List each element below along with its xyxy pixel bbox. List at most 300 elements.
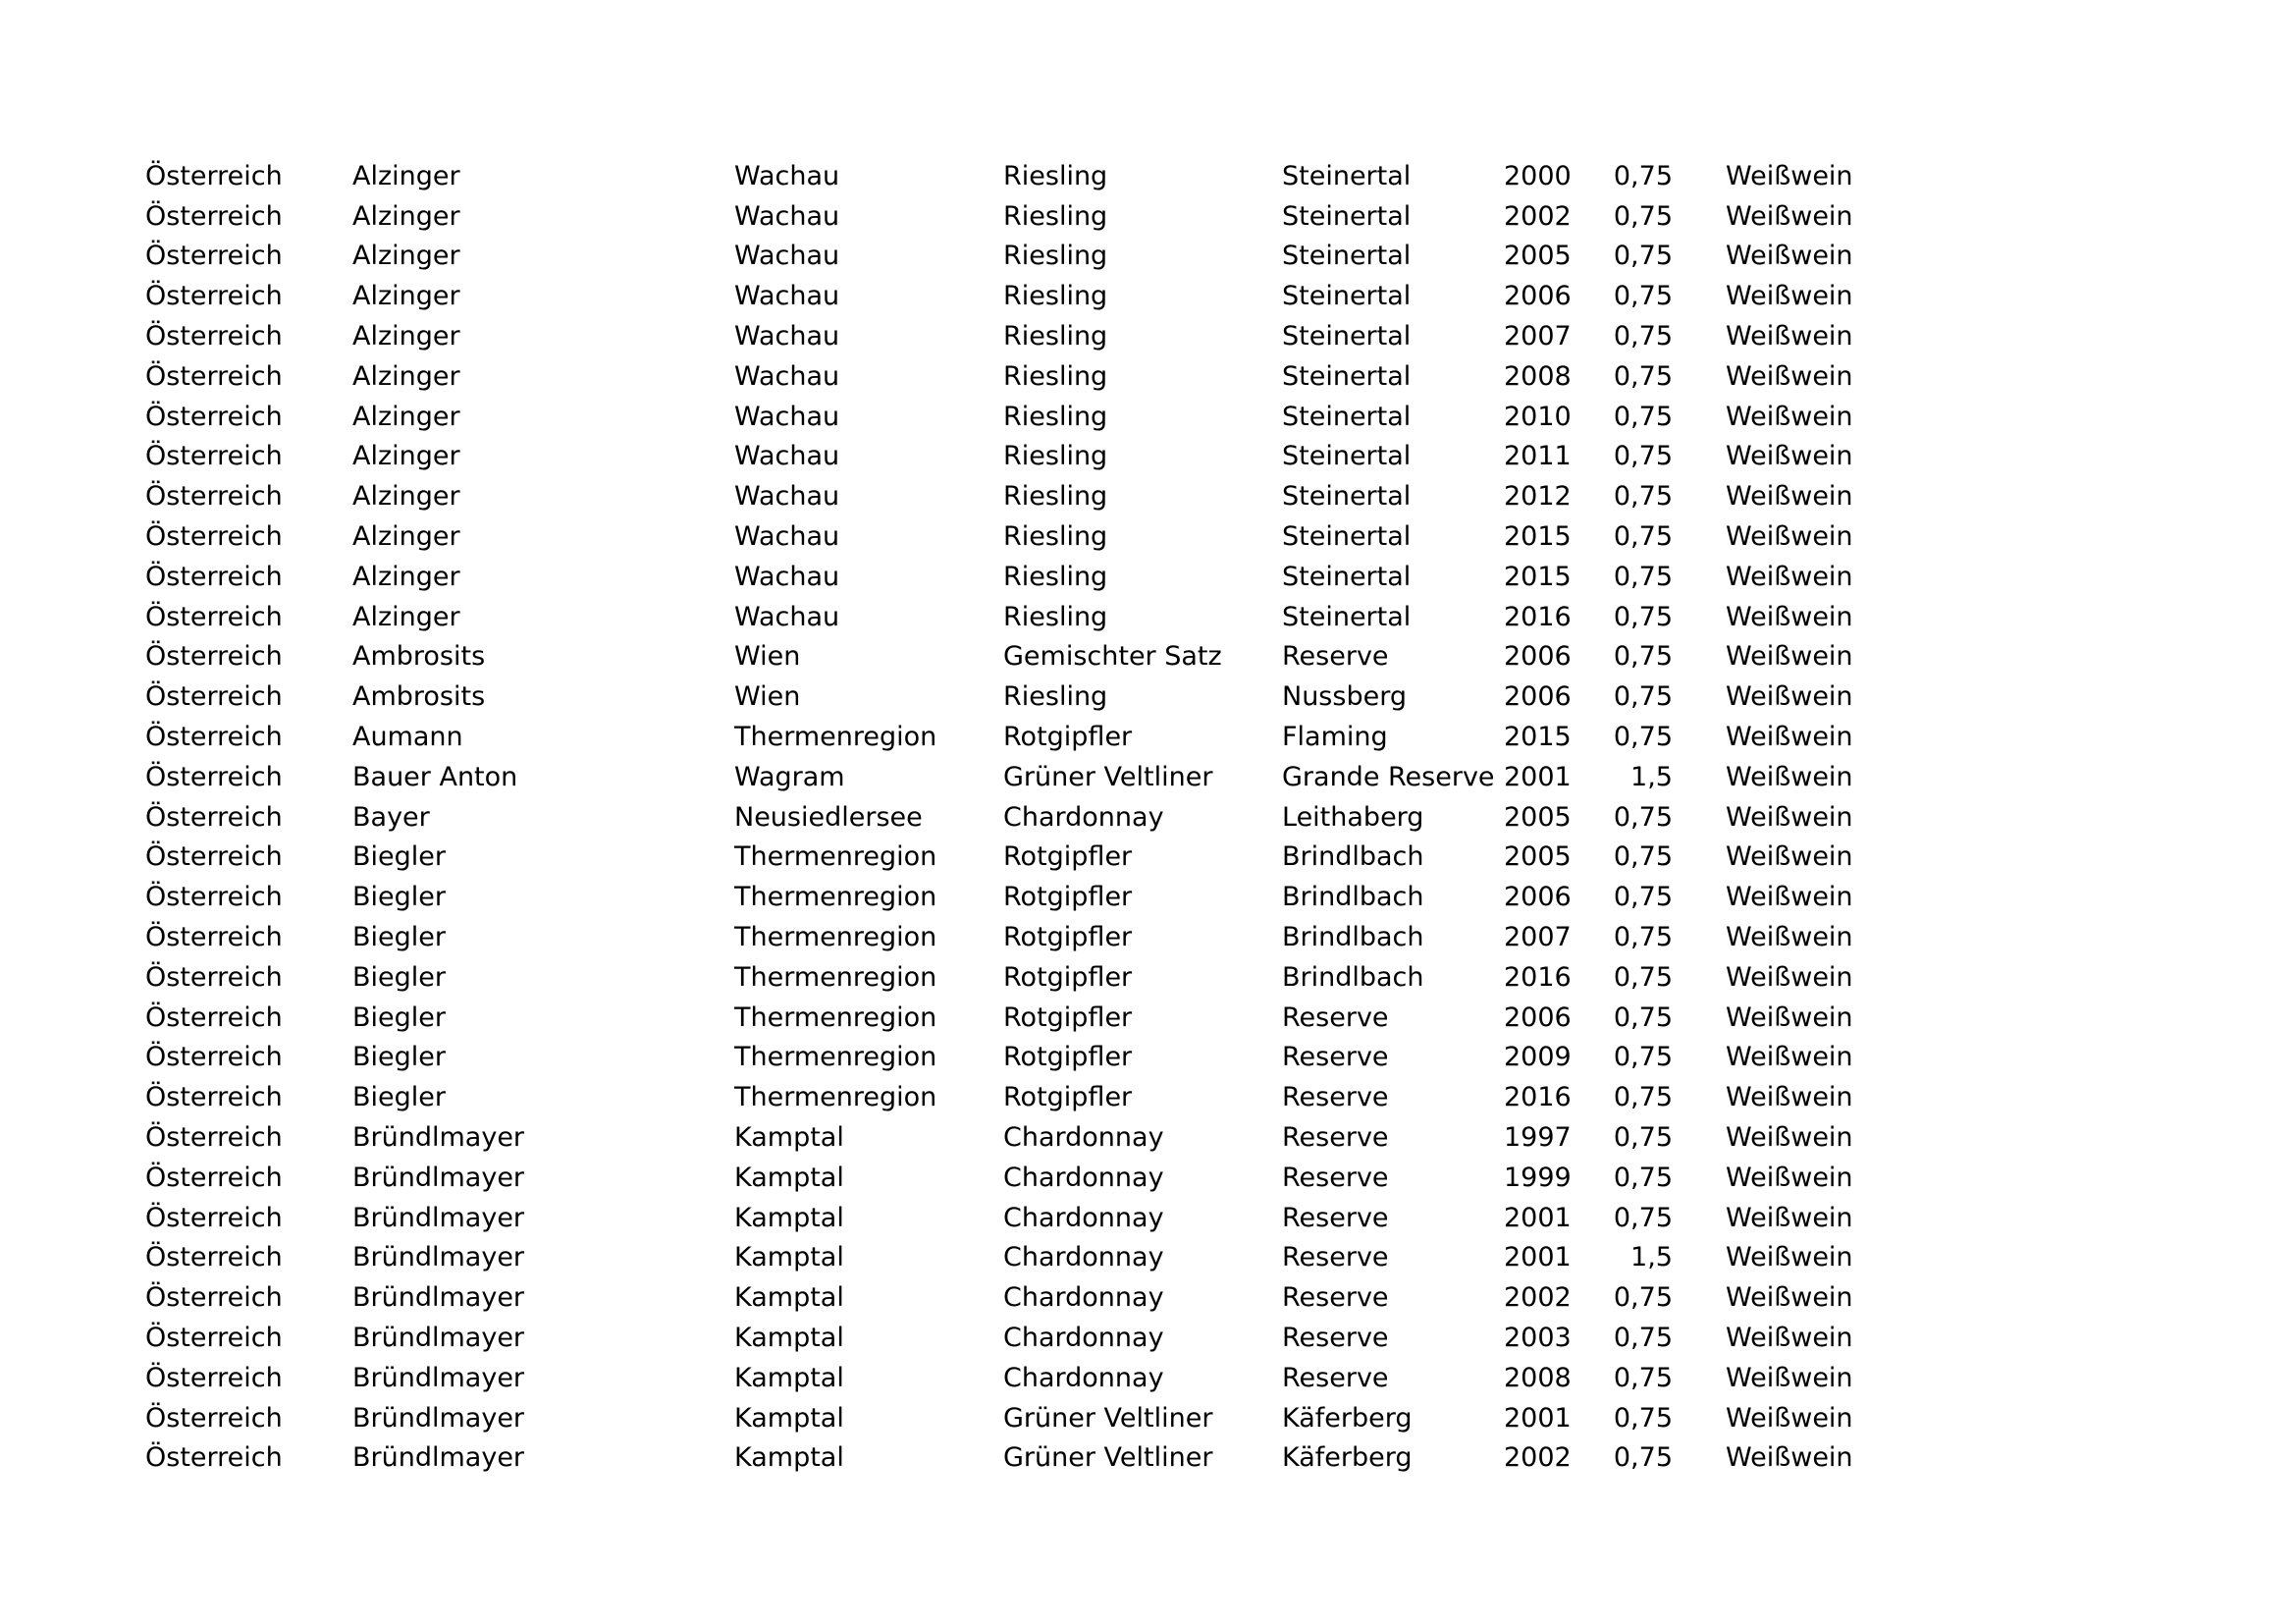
vintage-cell: 2016 [1504,601,1572,632]
site-cell: Brindlbach [1282,922,1424,953]
grape-cell: Riesling [1003,281,1108,312]
site-cell: Käferberg [1282,1442,1413,1474]
spacer-cell [1673,1117,1726,1158]
producer-cell: Biegler [352,1001,446,1033]
grape-cell: Chardonnay [1003,801,1164,833]
region-cell: Wien [734,641,801,673]
producer-cell: Aumann [352,722,463,753]
vintage-cell: 2001 [1504,1242,1572,1273]
wine-type-cell: Weißwein [1726,1082,1853,1113]
wine-type-cell: Weißwein [1726,841,1853,873]
country-cell: Österreich [145,241,283,272]
site-cell: Steinertal [1282,601,1412,632]
table-row [145,957,1883,998]
region-cell: Thermenregion [734,722,937,753]
grape-cell: Rotgipfler [1003,922,1133,953]
region-cell: Kamptal [734,1323,844,1353]
spacer-cell [1673,717,1726,757]
wine-type-cell: Weißwein [1726,1442,1853,1474]
wine-type-cell: Weißwein [1726,922,1853,953]
country-cell: Österreich [145,281,283,312]
wine-type-cell: Weißwein [1726,1042,1853,1073]
table-row [145,1438,1883,1479]
spacer-cell [1673,757,1726,797]
region-cell: Wachau [734,521,840,553]
site-cell: Steinertal [1282,160,1412,191]
wine-list-body [145,156,1883,1478]
spacer-cell [1673,1038,1726,1078]
country-cell: Österreich [145,1042,283,1073]
site-cell: Grande Reserve [1282,761,1495,792]
vintage-cell: 2008 [1504,1362,1572,1393]
grape-cell: Chardonnay [1003,1162,1164,1193]
region-cell: Kamptal [734,1282,844,1314]
vintage-cell: 2011 [1504,441,1572,472]
wine-type-cell: Weißwein [1726,1202,1853,1233]
country-cell: Österreich [145,441,283,472]
region-cell: Thermenregion [734,922,937,953]
vintage-cell: 2005 [1504,841,1572,873]
spacer-cell [1673,557,1726,597]
bottle-size-cell: 0,75 [1613,601,1673,632]
country-cell: Österreich [145,601,283,632]
region-cell: Neusiedlersee [734,801,923,833]
region-cell: Thermenregion [734,1042,937,1073]
bottle-size-cell: 0,75 [1613,281,1673,312]
spacer-cell [1673,1358,1726,1398]
table-row [145,998,1883,1038]
producer-cell: Alzinger [352,561,460,592]
country-cell: Österreich [145,1242,283,1273]
table-row [145,557,1883,597]
country-cell: Österreich [145,200,283,232]
vintage-cell: 2007 [1504,321,1572,352]
grape-cell: Riesling [1003,601,1108,632]
vintage-cell: 2006 [1504,281,1572,312]
wine-type-cell: Weißwein [1726,160,1853,191]
wine-type-cell: Weißwein [1726,360,1853,392]
grape-cell: Grüner Veltliner [1003,761,1213,792]
spacer-cell [1673,1438,1726,1479]
bottle-size-cell: 0,75 [1613,1362,1673,1393]
vintage-cell: 2015 [1504,722,1572,753]
site-cell: Reserve [1282,641,1389,673]
site-cell: Reserve [1282,1282,1389,1314]
spacer-cell [1673,677,1726,717]
country-cell: Österreich [145,360,283,392]
grape-cell: Chardonnay [1003,1323,1164,1353]
producer-cell: Alzinger [352,321,460,352]
region-cell: Thermenregion [734,841,937,873]
spacer-cell [1673,276,1726,316]
table-row [145,1277,1883,1318]
vintage-cell: 2015 [1504,561,1572,592]
bottle-size-cell: 0,75 [1613,1001,1673,1033]
wine-type-cell: Weißwein [1726,961,1853,993]
spacer-cell [1673,237,1726,277]
vintage-cell: 2003 [1504,1323,1572,1353]
country-cell: Österreich [145,481,283,513]
bottle-size-cell: 0,75 [1613,360,1673,392]
country-cell: Österreich [145,1122,283,1154]
wine-type-cell: Weißwein [1726,1323,1853,1353]
region-cell: Wachau [734,481,840,513]
region-cell: Kamptal [734,1202,844,1233]
bottle-size-cell: 0,75 [1613,1082,1673,1113]
grape-cell: Rotgipfler [1003,961,1133,993]
site-cell: Steinertal [1282,481,1412,513]
grape-cell: Rotgipfler [1003,1082,1133,1113]
country-cell: Österreich [145,722,283,753]
bottle-size-cell: 0,75 [1613,1122,1673,1154]
vintage-cell: 2010 [1504,401,1572,432]
grape-cell: Riesling [1003,521,1108,553]
spacer-cell [1673,917,1726,957]
vintage-cell: 2016 [1504,961,1572,993]
vintage-cell: 2009 [1504,1042,1572,1073]
table-row [145,516,1883,557]
region-cell: Wachau [734,200,840,232]
country-cell: Österreich [145,1362,283,1393]
country-cell: Österreich [145,841,283,873]
table-row [145,717,1883,757]
spacer-cell [1673,877,1726,917]
country-cell: Österreich [145,1082,283,1113]
grape-cell: Chardonnay [1003,1282,1164,1314]
grape-cell: Riesling [1003,561,1108,592]
table-row [145,156,1883,196]
bottle-size-cell: 0,75 [1613,841,1673,873]
site-cell: Steinertal [1282,360,1412,392]
wine-type-cell: Weißwein [1726,1402,1853,1434]
bottle-size-cell: 0,75 [1613,961,1673,993]
spacer-cell [1673,1398,1726,1438]
site-cell: Reserve [1282,1202,1389,1233]
bottle-size-cell: 1,5 [1630,1242,1673,1273]
producer-cell: Bründlmayer [352,1323,525,1353]
bottle-size-cell: 0,75 [1613,1442,1673,1474]
producer-cell: Biegler [352,841,446,873]
site-cell: Steinertal [1282,401,1412,432]
grape-cell: Chardonnay [1003,1122,1164,1154]
grape-cell: Riesling [1003,200,1108,232]
bottle-size-cell: 0,75 [1613,641,1673,673]
country-cell: Österreich [145,561,283,592]
producer-cell: Bründlmayer [352,1122,525,1154]
table-row [145,877,1883,917]
wine-type-cell: Weißwein [1726,1362,1853,1393]
region-cell: Wachau [734,321,840,352]
grape-cell: Riesling [1003,321,1108,352]
region-cell: Wien [734,681,801,713]
table-row [145,1358,1883,1398]
region-cell: Wachau [734,281,840,312]
region-cell: Thermenregion [734,882,937,913]
site-cell: Leithaberg [1282,801,1424,833]
table-row [145,797,1883,838]
table-row [145,196,1883,237]
vintage-cell: 2006 [1504,681,1572,713]
vintage-cell: 2001 [1504,761,1572,792]
table-row [145,917,1883,957]
spacer-cell [1673,156,1726,196]
wine-type-cell: Weißwein [1726,882,1853,913]
site-cell: Steinertal [1282,441,1412,472]
site-cell: Reserve [1282,1001,1389,1033]
country-cell: Österreich [145,801,283,833]
spacer-cell [1673,437,1726,477]
site-cell: Steinertal [1282,561,1412,592]
region-cell: Kamptal [734,1362,844,1393]
bottle-size-cell: 0,75 [1613,441,1673,472]
region-cell: Wachau [734,441,840,472]
vintage-cell: 2008 [1504,360,1572,392]
region-cell: Thermenregion [734,1001,937,1033]
country-cell: Österreich [145,401,283,432]
table-row [145,356,1883,397]
bottle-size-cell: 0,75 [1613,401,1673,432]
wine-type-cell: Weißwein [1726,1162,1853,1193]
producer-cell: Ambrosits [352,641,486,673]
wine-type-cell: Weißwein [1726,441,1853,472]
bottle-size-cell: 0,75 [1613,200,1673,232]
bottle-size-cell: 0,75 [1613,561,1673,592]
producer-cell: Alzinger [352,481,460,513]
site-cell: Reserve [1282,1323,1389,1353]
site-cell: Reserve [1282,1242,1389,1273]
producer-cell: Ambrosits [352,681,486,713]
grape-cell: Rotgipfler [1003,1042,1133,1073]
producer-cell: Bründlmayer [352,1242,525,1273]
grape-cell: Riesling [1003,681,1108,713]
vintage-cell: 2006 [1504,882,1572,913]
vintage-cell: 2001 [1504,1202,1572,1233]
spacer-cell [1673,516,1726,557]
spacer-cell [1673,998,1726,1038]
spacer-cell [1673,316,1726,356]
producer-cell: Biegler [352,961,446,993]
table-row [145,1038,1883,1078]
region-cell: Kamptal [734,1442,844,1474]
grape-cell: Grüner Veltliner [1003,1402,1213,1434]
wine-type-cell: Weißwein [1726,401,1853,432]
bottle-size-cell: 0,75 [1613,1402,1673,1434]
producer-cell: Alzinger [352,521,460,553]
producer-cell: Biegler [352,1082,446,1113]
site-cell: Nussberg [1282,681,1407,713]
producer-cell: Alzinger [352,601,460,632]
country-cell: Österreich [145,521,283,553]
producer-cell: Bayer [352,801,430,833]
region-cell: Wachau [734,561,840,592]
grape-cell: Rotgipfler [1003,722,1133,753]
grape-cell: Gemischter Satz [1003,641,1222,673]
vintage-cell: 2002 [1504,200,1572,232]
table-row [145,237,1883,277]
grape-cell: Riesling [1003,241,1108,272]
wine-type-cell: Weißwein [1726,1122,1853,1154]
spacer-cell [1673,797,1726,838]
spacer-cell [1673,1198,1726,1238]
producer-cell: Bründlmayer [352,1362,525,1393]
country-cell: Österreich [145,1202,283,1233]
table-row [145,597,1883,637]
site-cell: Steinertal [1282,200,1412,232]
wine-type-cell: Weißwein [1726,601,1853,632]
wine-type-cell: Weißwein [1726,241,1853,272]
table-row [145,1077,1883,1117]
wine-type-cell: Weißwein [1726,761,1853,792]
producer-cell: Alzinger [352,360,460,392]
vintage-cell: 2002 [1504,1442,1572,1474]
wine-type-cell: Weißwein [1726,681,1853,713]
wine-type-cell: Weißwein [1726,321,1853,352]
table-row [145,316,1883,356]
spacer-cell [1673,196,1726,237]
producer-cell: Alzinger [352,401,460,432]
grape-cell: Riesling [1003,481,1108,513]
region-cell: Thermenregion [734,961,937,993]
vintage-cell: 2012 [1504,481,1572,513]
grape-cell: Riesling [1003,401,1108,432]
site-cell: Reserve [1282,1162,1389,1193]
vintage-cell: 2016 [1504,1082,1572,1113]
region-cell: Kamptal [734,1162,844,1193]
producer-cell: Alzinger [352,160,460,191]
vintage-cell: 2005 [1504,801,1572,833]
vintage-cell: 1997 [1504,1122,1572,1154]
wine-type-cell: Weißwein [1726,1001,1853,1033]
site-cell: Steinertal [1282,281,1412,312]
bottle-size-cell: 0,75 [1613,1202,1673,1233]
spacer-cell [1673,1318,1726,1358]
wine-list-table [145,156,1883,1478]
country-cell: Österreich [145,1402,283,1434]
region-cell: Kamptal [734,1402,844,1434]
spacer-cell [1673,838,1726,878]
country-cell: Österreich [145,1162,283,1193]
bottle-size-cell: 0,75 [1613,521,1673,553]
wine-type-cell: Weißwein [1726,1282,1853,1314]
table-row [145,437,1883,477]
producer-cell: Alzinger [352,241,460,272]
grape-cell: Chardonnay [1003,1362,1164,1393]
country-cell: Österreich [145,1282,283,1314]
bottle-size-cell: 0,75 [1613,922,1673,953]
country-cell: Österreich [145,160,283,191]
table-row [145,1318,1883,1358]
region-cell: Wachau [734,601,840,632]
region-cell: Wachau [734,160,840,191]
producer-cell: Alzinger [352,281,460,312]
wine-type-cell: Weißwein [1726,722,1853,753]
bottle-size-cell: 0,75 [1613,681,1673,713]
region-cell: Wachau [734,241,840,272]
producer-cell: Biegler [352,922,446,953]
grape-cell: Rotgipfler [1003,882,1133,913]
spacer-cell [1673,957,1726,998]
grape-cell: Riesling [1003,160,1108,191]
country-cell: Österreich [145,1323,283,1353]
table-row [145,1398,1883,1438]
producer-cell: Biegler [352,882,446,913]
vintage-cell: 2006 [1504,641,1572,673]
site-cell: Reserve [1282,1362,1389,1393]
bottle-size-cell: 1,5 [1630,761,1673,792]
bottle-size-cell: 0,75 [1613,801,1673,833]
grape-cell: Chardonnay [1003,1202,1164,1233]
grape-cell: Riesling [1003,360,1108,392]
grape-cell: Riesling [1003,441,1108,472]
producer-cell: Bründlmayer [352,1282,525,1314]
vintage-cell: 2000 [1504,160,1572,191]
site-cell: Steinertal [1282,321,1412,352]
site-cell: Brindlbach [1282,961,1424,993]
spacer-cell [1673,597,1726,637]
wine-type-cell: Weißwein [1726,561,1853,592]
wine-type-cell: Weißwein [1726,801,1853,833]
table-row [145,757,1883,797]
spacer-cell [1673,476,1726,516]
vintage-cell: 2007 [1504,922,1572,953]
country-cell: Österreich [145,761,283,792]
vintage-cell: 2001 [1504,1402,1572,1434]
producer-cell: Alzinger [352,200,460,232]
bottle-size-cell: 0,75 [1613,1042,1673,1073]
region-cell: Kamptal [734,1242,844,1273]
site-cell: Brindlbach [1282,841,1424,873]
grape-cell: Chardonnay [1003,1242,1164,1273]
site-cell: Käferberg [1282,1402,1413,1434]
producer-cell: Bründlmayer [352,1162,525,1193]
country-cell: Österreich [145,1001,283,1033]
vintage-cell: 2015 [1504,521,1572,553]
table-row [145,637,1883,677]
table-row [145,476,1883,516]
bottle-size-cell: 0,75 [1613,882,1673,913]
grape-cell: Grüner Veltliner [1003,1442,1213,1474]
wine-type-cell: Weißwein [1726,481,1853,513]
spacer-cell [1673,397,1726,437]
bottle-size-cell: 0,75 [1613,241,1673,272]
spacer-cell [1673,1158,1726,1198]
producer-cell: Bründlmayer [352,1402,525,1434]
site-cell: Steinertal [1282,241,1412,272]
grape-cell: Rotgipfler [1003,1001,1133,1033]
spacer-cell [1673,356,1726,397]
bottle-size-cell: 0,75 [1613,722,1673,753]
country-cell: Österreich [145,922,283,953]
producer-cell: Biegler [352,1042,446,1073]
producer-cell: Alzinger [352,441,460,472]
spacer-cell [1673,1238,1726,1278]
table-row [145,1198,1883,1238]
table-row [145,677,1883,717]
bottle-size-cell: 0,75 [1613,1282,1673,1314]
country-cell: Österreich [145,882,283,913]
spacer-cell [1673,1077,1726,1117]
producer-cell: Bründlmayer [352,1442,525,1474]
table-row [145,276,1883,316]
country-cell: Österreich [145,641,283,673]
region-cell: Wachau [734,360,840,392]
wine-type-cell: Weißwein [1726,641,1853,673]
bottle-size-cell: 0,75 [1613,1162,1673,1193]
spacer-cell [1673,637,1726,677]
site-cell: Reserve [1282,1042,1389,1073]
region-cell: Thermenregion [734,1082,937,1113]
table-row [145,1117,1883,1158]
